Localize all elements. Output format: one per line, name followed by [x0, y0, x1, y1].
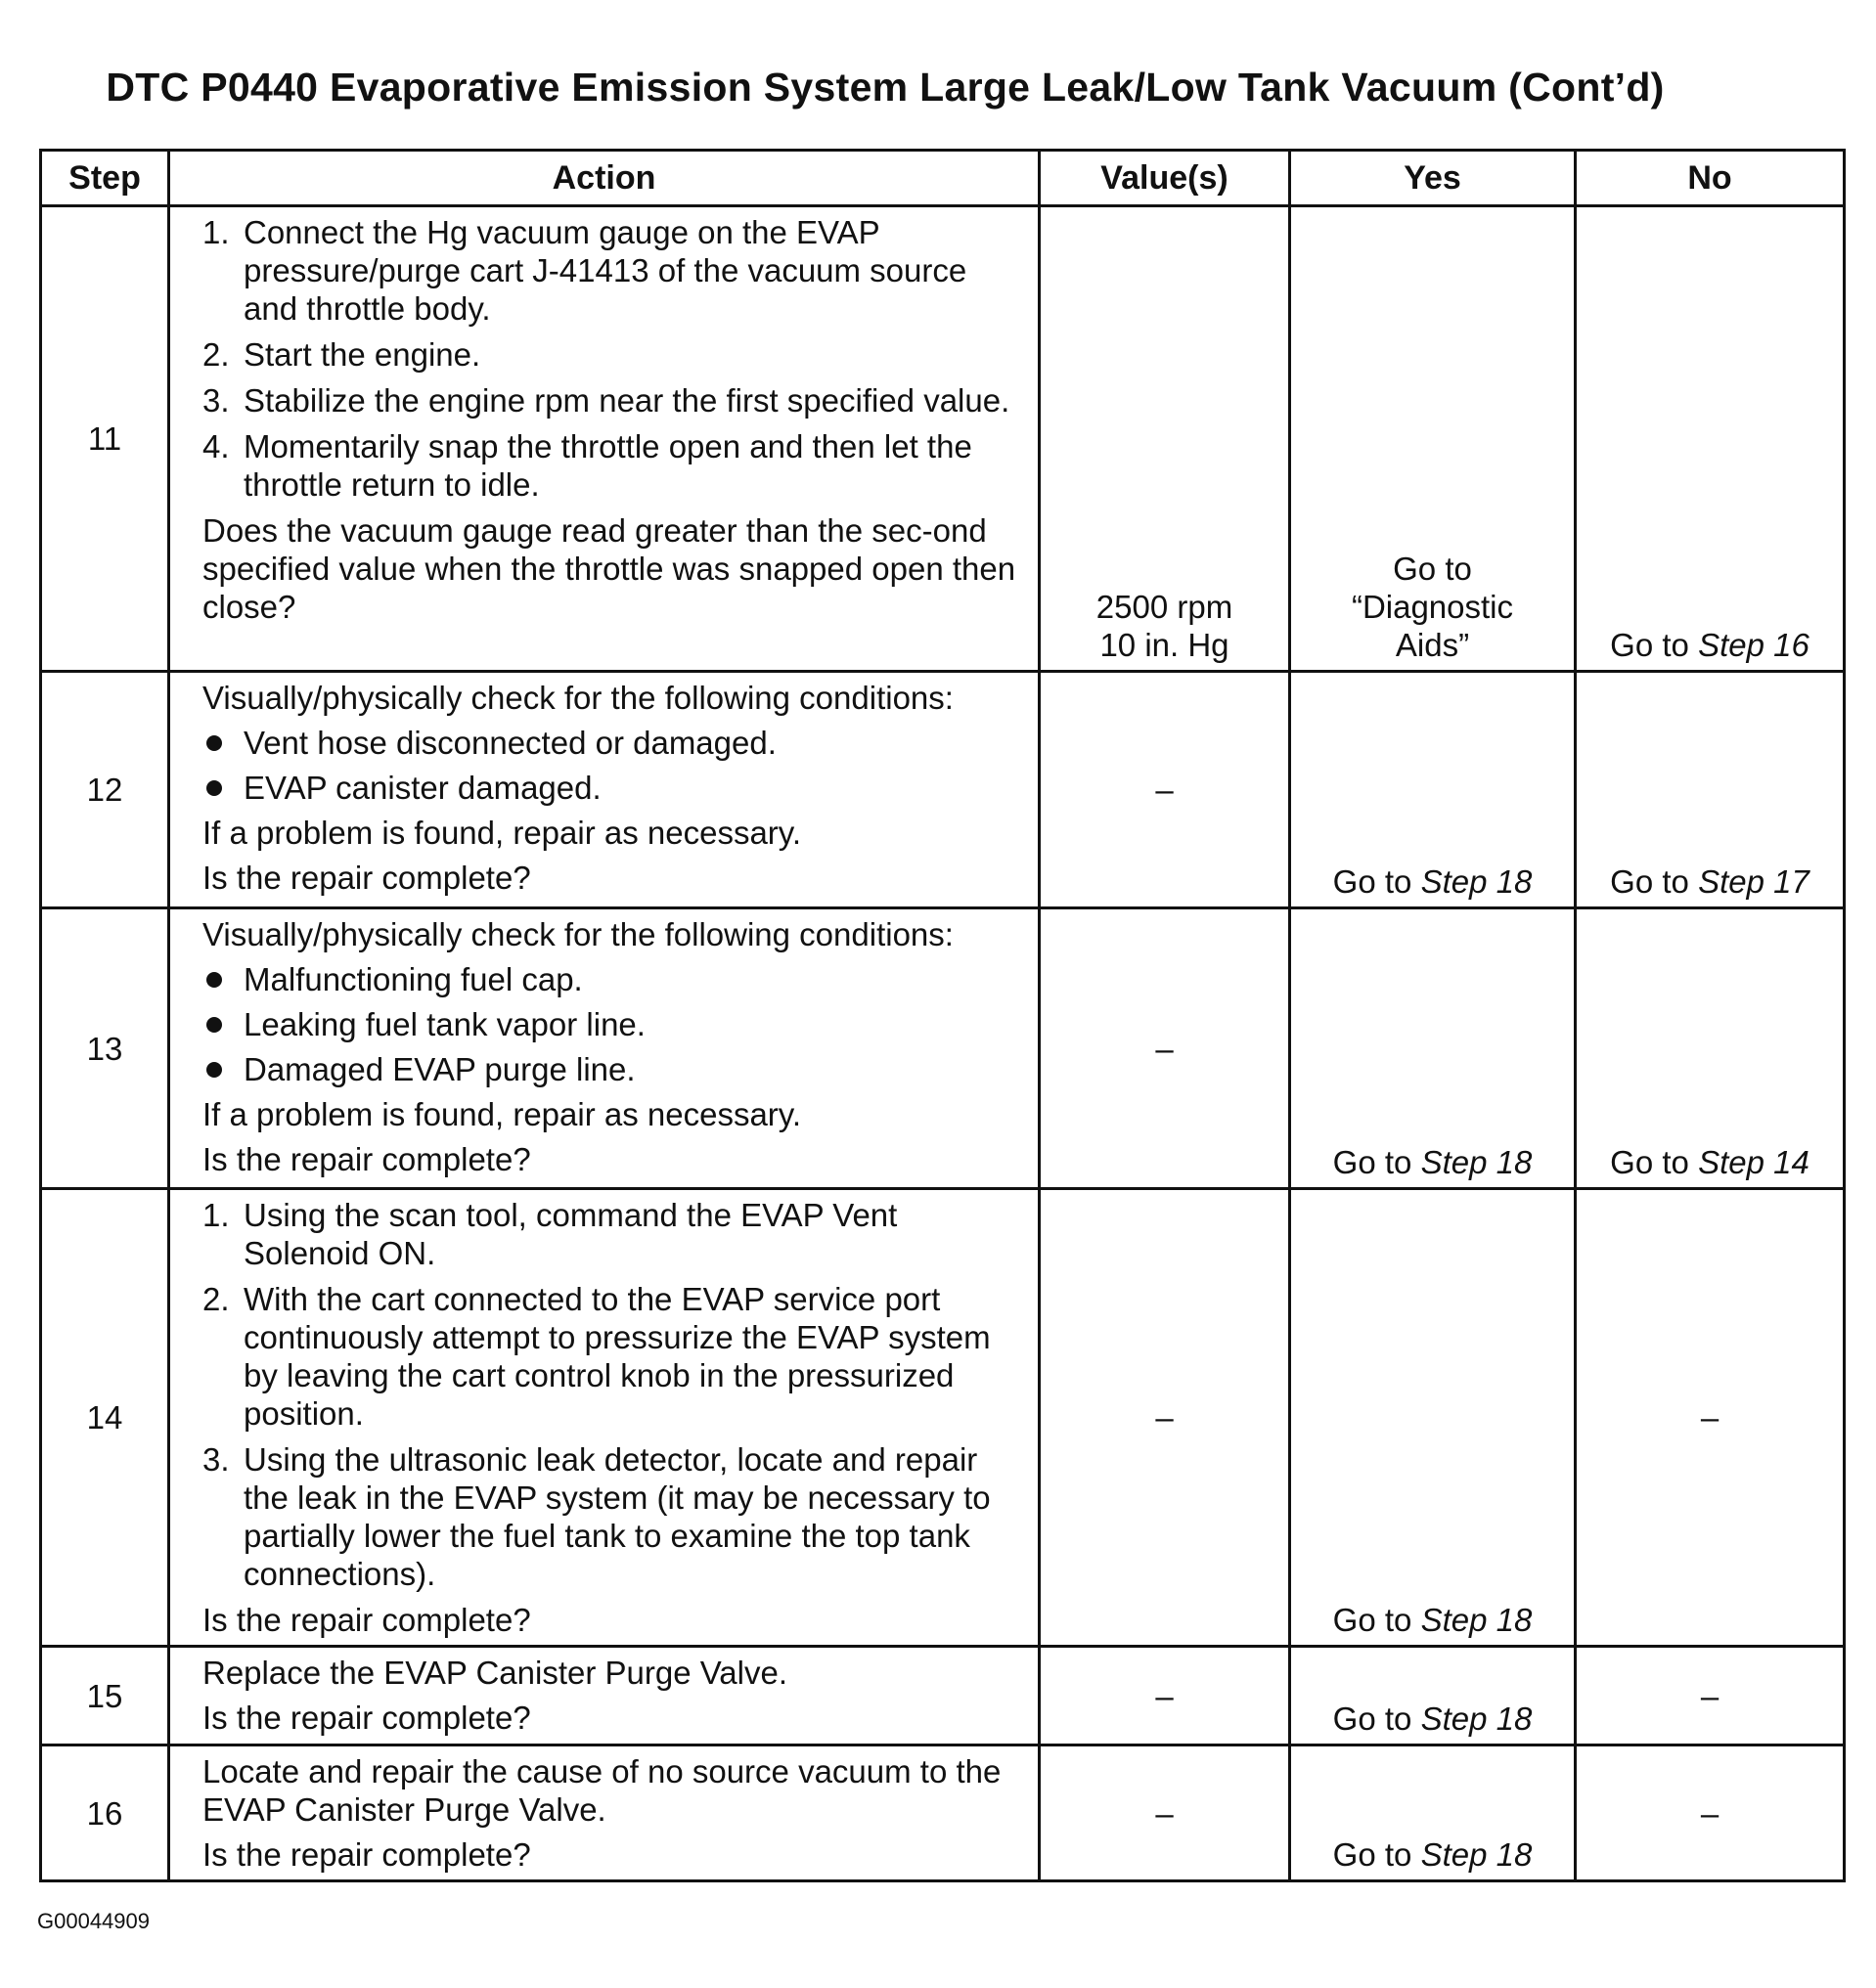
no-cell: Go to Step 16 [1576, 206, 1845, 672]
header-no: No [1576, 151, 1845, 206]
question-text: Is the repair complete? [202, 1700, 531, 1736]
table-row-step-12 [41, 672, 1845, 908]
header-values: Value(s) [1040, 151, 1290, 206]
no-cell: Go to Step 17 [1576, 672, 1845, 908]
numbered-list [202, 1196, 1018, 1593]
header-action: Action [169, 151, 1040, 206]
values-cell [1040, 206, 1290, 672]
list-item: Leaking fuel tank vapor line. [202, 1005, 1018, 1043]
action-text: Locate and repair the cause of no source vacuum to the EVAP Canister Purge Valve. [202, 1753, 1002, 1828]
values-cell: – [1040, 1189, 1290, 1647]
no-cell: – [1576, 1189, 1845, 1647]
step-number: 14 [41, 1189, 169, 1647]
yes-cell: Go to Step 18 [1290, 908, 1576, 1189]
action-cell [169, 206, 1040, 672]
yes-cell: Go to Step 18 [1290, 1647, 1576, 1745]
after-text: If a problem is found, repair as necessary. [202, 815, 802, 851]
header-row [41, 151, 1845, 206]
step-number: 12 [41, 672, 169, 908]
intro-text: Visually/physically check for the following conditions: [202, 680, 954, 716]
figure-code: G00044909 [37, 1909, 150, 1933]
yes-line: “Diagnostic [1351, 589, 1514, 625]
values-cell: – [1040, 672, 1290, 908]
table-row-step-13 [41, 908, 1845, 1189]
yes-cell: Go to Step 18 [1290, 1745, 1576, 1881]
action-cell [169, 672, 1040, 908]
yes-line: Aids” [1395, 627, 1470, 663]
bullet-list [202, 960, 1018, 1088]
table-row-step-16 [41, 1745, 1845, 1881]
intro-text: Visually/physically check for the following conditions: [202, 916, 954, 952]
no-cell: – [1576, 1745, 1845, 1881]
question-text: Is the repair complete? [202, 1602, 531, 1638]
page-title: DTC P0440 Evaporative Emission System Large Leak/Low Tank Vacuum (Cont’d) [106, 65, 1665, 110]
yes-cell [1290, 206, 1576, 672]
no-cell: – [1576, 1647, 1845, 1745]
list-item: 3. Stabilize the engine rpm near the first specified value. [202, 382, 1010, 419]
diagnostic-table [39, 149, 1846, 1882]
list-item: 3. Using the ultrasonic leak detector, locate and repair the leak in the EVAP system (it may be necessary to partially lower the fuel tank to examine the top tank connections). [202, 1441, 991, 1592]
list-item: EVAP canister damaged. [202, 769, 1018, 807]
question-text: Does the vacuum gauge read greater than the sec-ond specified value when the throttle was snapped open then close? [202, 512, 1016, 625]
list-item: 4. Momentarily snap the throttle open and then let the throttle return to idle. [202, 428, 972, 503]
list-item: 1. Using the scan tool, command the EVAP Vent Solenoid ON. [202, 1197, 898, 1271]
step-number: 13 [41, 908, 169, 1189]
question-text: Is the repair complete? [202, 1836, 531, 1873]
action-cell [169, 908, 1040, 1189]
list-item: 1. Connect the Hg vacuum gauge on the EVAP pressure/purge cart J-41413 of the vacuum source and throttle body. [202, 214, 967, 327]
step-number: 15 [41, 1647, 169, 1745]
list-item: Malfunctioning fuel cap. [202, 960, 1018, 998]
action-cell [169, 1189, 1040, 1647]
header-yes: Yes [1290, 151, 1576, 206]
table-row-step-11 [41, 206, 1845, 672]
table-row-step-14 [41, 1189, 1845, 1647]
numbered-list [202, 213, 1018, 504]
action-text: Replace the EVAP Canister Purge Valve. [202, 1655, 787, 1691]
values-cell: – [1040, 908, 1290, 1189]
yes-cell: Go to Step 18 [1290, 672, 1576, 908]
list-item: 2. Start the engine. [202, 336, 481, 373]
yes-cell: Go to Step 18 [1290, 1189, 1576, 1647]
list-item: 2. With the cart connected to the EVAP service port continuously attempt to pressurize the EVAP system by leaving the cart control knob in the pressurized position. [202, 1281, 991, 1432]
action-cell [169, 1647, 1040, 1745]
no-cell: Go to Step 14 [1576, 908, 1845, 1189]
list-item: Damaged EVAP purge line. [202, 1050, 1018, 1088]
list-item: Vent hose disconnected or damaged. [202, 724, 1018, 762]
step-number: 11 [41, 206, 169, 672]
value-vacuum: 10 in. Hg [1099, 627, 1229, 663]
after-text: If a problem is found, repair as necessary. [202, 1096, 802, 1132]
values-cell: – [1040, 1647, 1290, 1745]
bullet-list [202, 724, 1018, 807]
question-text: Is the repair complete? [202, 1141, 531, 1177]
yes-line: Go to [1393, 551, 1472, 587]
table-row-step-15 [41, 1647, 1845, 1745]
step-number: 16 [41, 1745, 169, 1881]
action-cell [169, 1745, 1040, 1881]
question-text: Is the repair complete? [202, 860, 531, 896]
values-cell: – [1040, 1745, 1290, 1881]
value-rpm: 2500 rpm [1095, 589, 1233, 625]
header-step: Step [41, 151, 169, 206]
